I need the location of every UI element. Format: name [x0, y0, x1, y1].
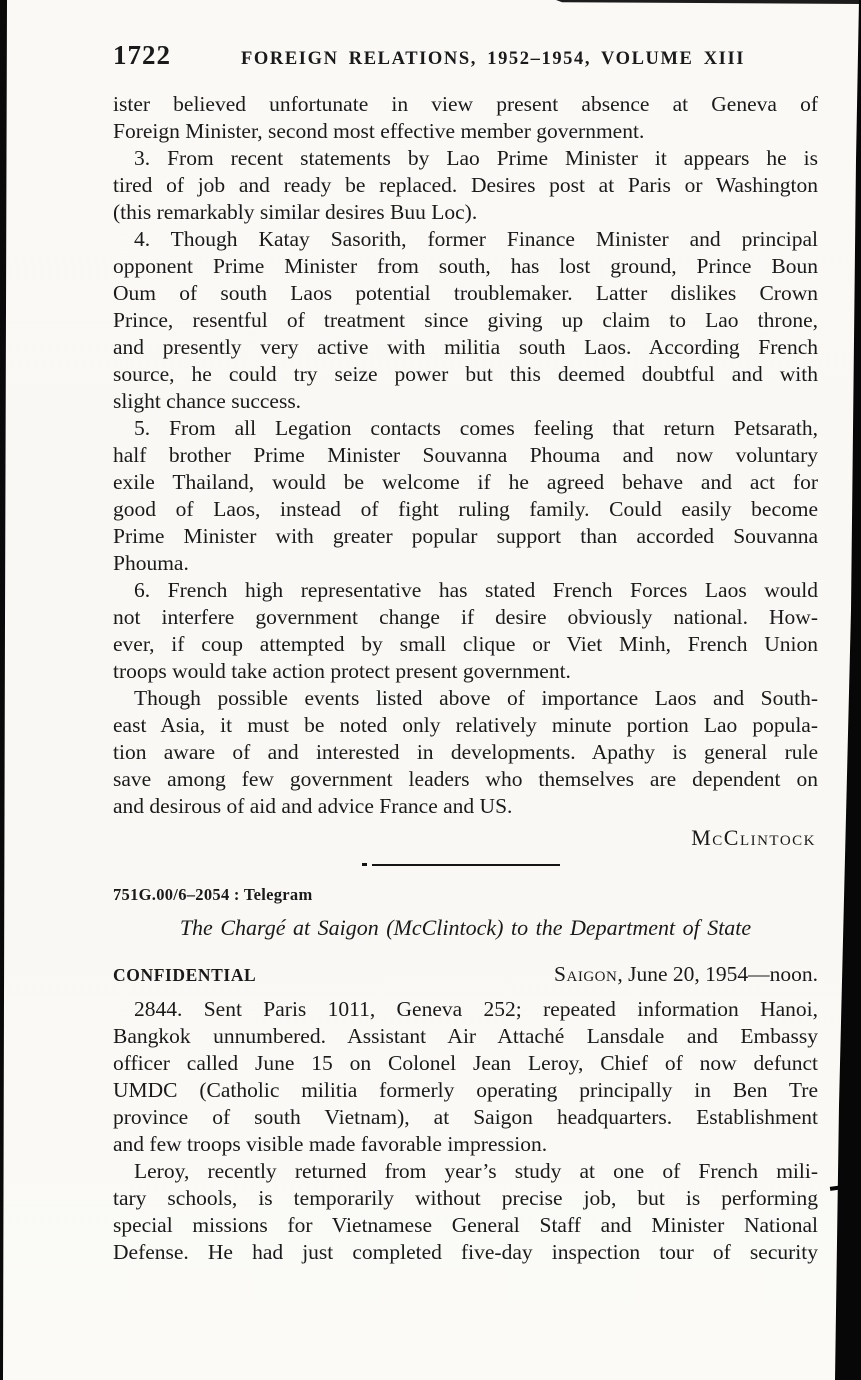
text-line: slight chance success. [113, 389, 302, 413]
text-line: (this remarkably similar desires Buu Loc). [113, 200, 478, 224]
dateline [554, 962, 818, 987]
text-line: good of Laos, instead of fight ruling family. Could easily become [113, 497, 818, 521]
text-line: Prime Minister with greater popular support than accorded Souvanna [113, 524, 818, 548]
scan-edge-top [556, 0, 861, 4]
page-content [113, 40, 818, 1266]
text-line: opponent Prime Minister from south, has lost ground, Prince Boun [113, 254, 818, 278]
document-telegram-vientiane [113, 91, 818, 851]
text-line: Oum of south Laos potential troublemaker. Latter dislikes Crown [113, 281, 818, 305]
text-line: tion aware of and interested in developments. Apathy is general rule [113, 740, 818, 764]
text-line: 4. Though Katay Sasorith, former Finance Minister and principal [134, 227, 818, 251]
text-line: 6. French high representative has stated French Forces Laos would [134, 578, 818, 602]
paragraph [113, 685, 818, 820]
paragraph [113, 577, 818, 685]
text-line: troops would take action protect present government. [113, 659, 571, 683]
text-line: province of south Vietnam), at Saigon headquarters. Establishment [113, 1105, 818, 1129]
paragraph [113, 415, 818, 577]
text-line: tary schools, is temporarily without precise job, but is performing [113, 1186, 818, 1210]
text-line: ever, if coup attempted by small clique or Viet Minh, French Union [113, 632, 818, 656]
text-line: and desirous of aid and advice France and US. [113, 794, 513, 818]
text-line: and presently very active with militia south Laos. According French [113, 335, 818, 359]
text-line: Foreign Minister, second most effective member government. [113, 119, 645, 143]
text-line: save among few government leaders who themselves are dependent on [113, 767, 818, 791]
scan-edge-right-wedge [834, 0, 861, 1380]
document-body [113, 91, 818, 820]
text-line: Prince, resentful of treatment since giving up claim to Lao throne, [113, 308, 818, 332]
text-line: source, he could try seize power but this deemed doubtful and with [113, 362, 818, 386]
classification-row [113, 962, 818, 987]
text-line: 2844. Sent Paris 1011, Geneva 252; repeated information Hanoi, [134, 997, 818, 1021]
text-line: UMDC (Catholic militia formerly operating principally in Ben Tre [113, 1078, 818, 1102]
paragraph [113, 1158, 818, 1266]
text-line: tired of job and ready be replaced. Desires post at Paris or Washington [113, 173, 818, 197]
paragraph [113, 996, 818, 1158]
text-line: 5. From all Legation contacts comes feeling that return Petsarath, [134, 416, 818, 440]
dateline-place: Saigon [554, 962, 618, 986]
document-heading: The Chargé at Saigon (McClintock) to the Department of State [179, 915, 752, 940]
page-number: 1722 [113, 40, 171, 70]
paragraph [113, 91, 818, 145]
source-note: 751G.00/6–2054 : Telegram [113, 885, 313, 904]
scan-edge-left [0, 0, 7, 1380]
paragraph [113, 145, 818, 226]
text-line: east Asia, it must be noted only relatively minute portion Lao popula- [113, 713, 818, 737]
text-line: Defense. He had just completed five-day inspection tour of security [113, 1240, 818, 1264]
paragraph [113, 226, 818, 415]
text-line: officer called June 15 on Colonel Jean Leroy, Chief of now defunct [113, 1051, 818, 1075]
text-line: and few troops visible made favorable impression. [113, 1132, 548, 1156]
text-line: half brother Prime Minister Souvanna Phouma and now voluntary [113, 443, 818, 467]
page-header [113, 40, 818, 71]
text-line: ister believed unfortunate in view present absence at Geneva of [113, 92, 818, 116]
text-line: Phouma. [113, 551, 189, 575]
text-line: not interfere government change if desire obviously national. How- [113, 605, 818, 629]
document-telegram-saigon [113, 885, 818, 1266]
running-head: FOREIGN RELATIONS, 1952–1954, VOLUME XIII [241, 49, 746, 69]
text-line: Though possible events listed above of importance Laos and South- [134, 686, 818, 710]
text-line: 3. From recent statements by Lao Prime Minister it appears he is [134, 146, 818, 170]
text-line: exile Thailand, would be welcome if he agreed behave and act for [113, 470, 818, 494]
document-body [113, 996, 818, 1266]
section-divider-rule [372, 864, 560, 866]
text-line: special missions for Vietnamese General Staff and Minister National [113, 1213, 818, 1237]
dateline-rest: , June 20, 1954—noon. [617, 962, 818, 986]
classification-label: CONFIDENTIAL [113, 965, 257, 985]
signature: McClintock [691, 825, 816, 850]
text-line: Bangkok unnumbered. Assistant Air Attaché Lansdale and Embassy [113, 1024, 818, 1048]
text-line: Leroy, recently returned from year’s study at one of French mili- [134, 1159, 818, 1183]
